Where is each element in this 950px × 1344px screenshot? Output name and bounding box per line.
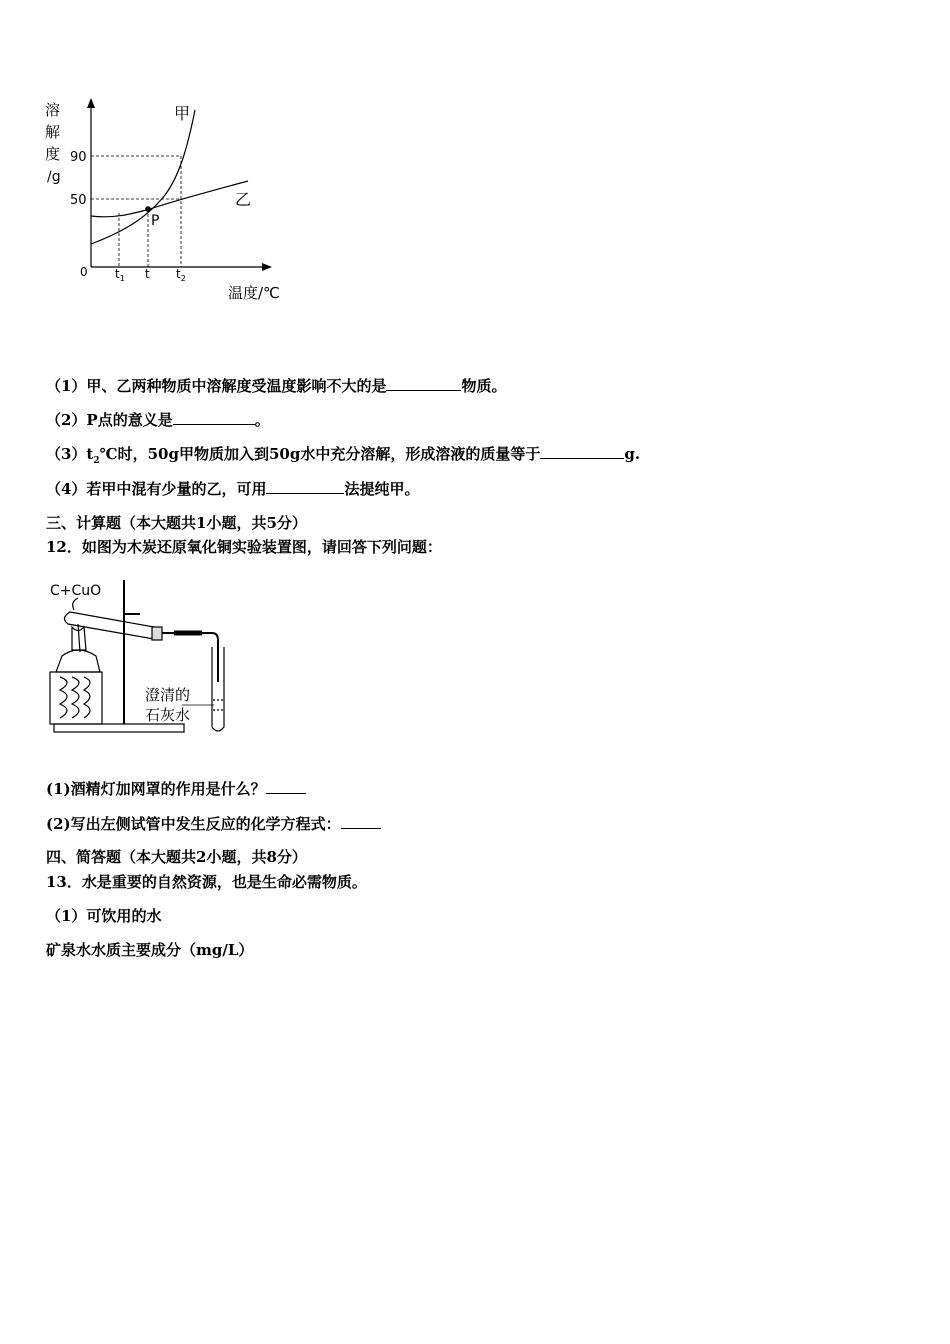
series-jia-label: 甲 [174,104,191,123]
y-axis-label-4: /g [47,169,61,185]
q11-part1 [46,376,506,396]
delivery-tube [162,633,218,682]
x-axis-label: 温度/℃ [228,284,280,302]
point-p [145,206,151,212]
blank[interactable] [266,779,306,794]
q11-part2 [46,410,270,430]
y-axis-label-2: 解 [45,123,61,141]
q11-part1-prefix: （1）甲、乙两种物质中溶解度受温度影响不大的是 [46,377,387,395]
q11-part3-suffix: g. [624,445,641,463]
x-tick-t: t [145,267,150,281]
q11-part4 [46,479,419,499]
blank[interactable] [266,479,344,494]
point-p-label: P [151,213,160,229]
section-4-heading: 四、简答题（本大题共2小题，共8分） [46,848,307,866]
series-yi-label: 乙 [235,190,252,209]
x-tick-t1: $t_1$ [115,267,125,283]
tube-label: C+CuO [50,583,102,599]
y-tick-50: 50 [70,193,87,208]
q11-part4-prefix: （4）若甲中混有少量的乙，可用 [46,480,267,498]
q11-part1-suffix: 物质。 [461,377,507,395]
q11-part3-sub: 2 [93,456,100,466]
q13-table-title: 矿泉水水质主要成分（mg/L） [46,941,254,959]
limewater-label-2: 石灰水 [145,706,191,724]
q11-part4-suffix: 法提纯甲。 [344,480,420,498]
q12-part2 [46,814,381,834]
y-axis-label-3: 度 [45,145,61,163]
y-axis-arrow [87,98,95,108]
curve-yi [91,181,248,217]
stand-base [54,724,184,732]
blank[interactable] [341,814,381,829]
x-axis-arrow [262,263,272,271]
x-tick-t2: $t_2$ [176,267,186,283]
q11-part3 [46,444,640,471]
q11-part3-prefix-b: ℃时，50g甲物质加入到50g水中充分溶解，形成溶液的质量等于 [99,445,541,463]
alcohol-lamp [56,598,100,672]
q13-part1: （1）可饮用的水 [46,907,162,925]
blank[interactable] [386,376,461,391]
blank[interactable] [540,444,624,459]
q11-part2-suffix: 。 [254,411,270,429]
apparatus-diagram [42,572,242,742]
q12-part2-text: (2)写出左侧试管中发生反应的化学方程式： [46,815,341,833]
q11-part3-prefix-a: （3）t [46,445,94,463]
q11-part2-prefix: （2）P点的意义是 [46,411,173,429]
question-12: 12．如图为木炭还原氧化铜实验装置图，请回答下列问题： [46,538,442,556]
question-13: 13．水是重要的自然资源，也是生命必需物质。 [46,873,367,891]
blank[interactable] [173,410,255,425]
y-tick-90: 90 [70,150,87,165]
solubility-chart [40,95,300,310]
wood-block [50,672,102,724]
origin-label: 0 [80,265,88,279]
curve-jia [91,110,195,244]
limewater-label-1: 澄清的 [145,686,191,704]
section-3-heading: 三、计算题（本大题共1小题，共5分） [46,514,307,532]
y-axis-label-1: 溶 [45,101,61,119]
q12-part1-text: (1)酒精灯加网罩的作用是什么？ [46,780,266,798]
q12-part1 [46,779,306,799]
